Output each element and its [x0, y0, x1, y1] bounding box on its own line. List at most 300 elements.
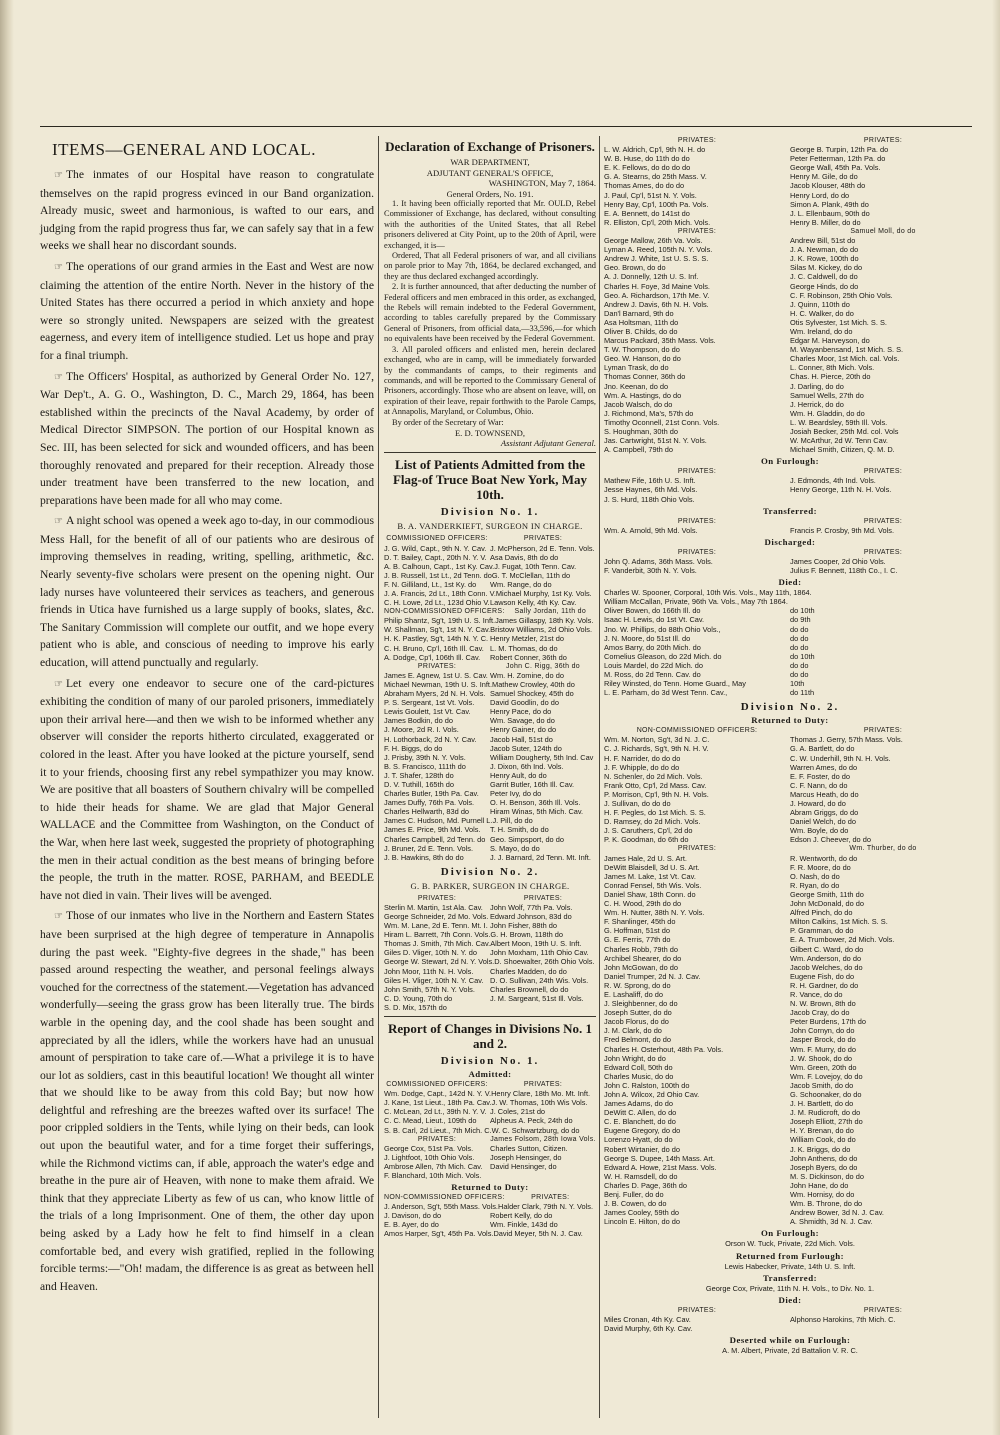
roster-cell: Joseph Hensinger, do [490, 1152, 562, 1162]
roster-row [604, 1154, 976, 1163]
roster-row [604, 670, 976, 679]
roster-row [384, 985, 596, 994]
roster-cell: Wm. M. Norton, Sg't, 3d N. J. C. [604, 735, 710, 745]
roster-row [384, 930, 596, 939]
roster-row [604, 772, 976, 781]
roster-cell: Henry Ault, do do [490, 770, 547, 780]
roster-cell: Amos Barry, do 20th Mich. do [604, 642, 701, 652]
roster-row [384, 1003, 596, 1012]
roster-row [604, 436, 976, 445]
roster-cell: A. J. Donnelly, 12th U. S. Inf. [604, 272, 699, 282]
section-divider-2 [384, 1016, 596, 1017]
roster-cell: B. S. Francisco, 111th do [384, 761, 466, 771]
admitted-roster [384, 1080, 596, 1180]
roster-row [384, 1135, 596, 1144]
roster-cell: Wm. Dodge, Capt., 142d N. Y. V. [384, 1089, 492, 1099]
roster-cell: Samuel Shockey, 45th do [490, 689, 574, 699]
decl-body-1: 1. It having been officially reported that Mr. OULD, Rebel Commissioner of Exchange, has declared, without consulting with the authorities of the United States, that all Rebel prisoners delivered at City Point, up to the 20th of April, were exchanged, it is— [384, 199, 596, 250]
roster-row [384, 807, 596, 816]
roster-row [604, 1190, 976, 1199]
roster-cell: Halder Clark, 79th N. Y. Vols. [497, 1202, 594, 1212]
roster-row [604, 1081, 976, 1090]
roster-cell: Joseph Byers, do do [790, 1162, 858, 1172]
roster-cell: J. Quinn, 110th do [790, 299, 850, 309]
roster-cell: J. S. Hurd, 118th Ohio Vols. [604, 494, 695, 504]
returned-duty-roster [384, 1193, 596, 1238]
roster-cell: O. Nash, do do [790, 871, 840, 881]
roster-cell: David Hensinger, do [490, 1161, 557, 1171]
roster-cell: James Gillaspy, 18th Ky. Vols. [495, 616, 594, 626]
roster-cell: J. K. Rowe, 100th do [790, 254, 859, 264]
roster-row [604, 999, 976, 1008]
roster-cell: Fred Belmont, do do [604, 1035, 671, 1045]
roster-cell: Garrit Butler, 16th Ill. Cav. [490, 779, 575, 789]
roster-cell: James C. Hudson, Md. Purnell L. [384, 816, 493, 826]
roster-cell: James Bodkin, do do [384, 716, 454, 726]
roster-cell: Thomas J. Gerry, 57th Mass. Vols. [790, 735, 903, 745]
roster-row [604, 844, 976, 853]
roster-cell: Ambrose Allen, 7th Mich. Cav. [384, 1161, 483, 1171]
transferred-heading: Transferred: [762, 505, 818, 516]
roster-cell: PRIVATES: [523, 894, 563, 902]
roster-row [604, 643, 976, 652]
roster-cell: J. Pill, do do [492, 816, 533, 826]
roster-row [604, 566, 976, 575]
roster-row [604, 606, 976, 615]
roster-cell: Wm. Anderson, do do [790, 953, 862, 963]
roster-cell: Asa Davis, 8th do do [490, 552, 559, 562]
top-rule [40, 126, 972, 127]
roster-cell: Edward Johnson, 83d do [490, 912, 572, 921]
roster-cell: J. Richmond, Ma's, 57th do [604, 408, 694, 418]
roster-row [384, 1107, 596, 1116]
c3-division-2-title: Division No. 2. [740, 701, 840, 714]
roster-row [384, 939, 596, 948]
roster-cell: J. L. Ellenbaum, 90th do [790, 208, 870, 218]
roster-cell: PRIVATES: [677, 517, 717, 525]
item-paragraph [40, 368, 374, 510]
roster-row [604, 327, 976, 336]
roster-cell: J. Paul, Cp'l, 51st N. Y. Vols. [604, 190, 697, 200]
roster-cell: George Cox, 51st Pa. Vols. [384, 1143, 474, 1153]
roster-cell: Miles Cronan, 4th Ky. Cav. [604, 1314, 691, 1324]
transferred-2-heading: Transferred: [762, 1272, 818, 1283]
roster-cell: F. N. Gilliland, Lt., 1st Ky. do [384, 579, 477, 589]
roster-row [604, 1181, 976, 1190]
roster-cell: Edward Coll, 50th do [604, 1062, 673, 1072]
roster-cell: Wm. H. Nutter, 38th N. Y. Vols. [604, 908, 705, 918]
roster-row [604, 191, 976, 200]
roster-cell: NON-COMMISSIONED OFFICERS: [384, 1194, 505, 1202]
roster-cell: DeWitt Blaisdell, 3d U. S. Art. [604, 862, 700, 872]
roster-cell: Milton Calkins, 1st Mich. S. S. [790, 917, 888, 927]
returned-duty-heading: Returned to Duty: [451, 1182, 529, 1193]
roster-cell: Lyman Trask, do do [604, 363, 669, 373]
roster-cell: P. Morrison, Cp'l, 9th N. H. Vols. [604, 789, 709, 799]
roster-cell: George Schneider, 2d Mo. Vols. [384, 912, 489, 921]
roster-cell: Oliver Bowen, do 166th Ill. do [604, 606, 701, 616]
roster-row [604, 209, 976, 218]
roster-row [384, 957, 596, 966]
roster-row [384, 653, 596, 662]
roster-cell: P. Gramman, do do [790, 926, 854, 936]
roster-cell: Charles Music, do do [604, 1071, 674, 1081]
returned-furlough-heading: Returned from Furlough: [735, 1250, 845, 1261]
roster-cell: C. W. Underhill, 9th N. H. Vols. [790, 753, 891, 763]
item-paragraph [40, 166, 374, 255]
returned-duty-2-roster [604, 726, 976, 1226]
roster-cell: A. Dodge, Cp'l, 106th Ill. Cav. [384, 652, 481, 662]
roster-cell: Wm. Finkle, 143d do [490, 1220, 558, 1230]
roster-row [604, 145, 976, 154]
roster-row [384, 1202, 596, 1211]
died-2-heading: Died: [778, 1294, 802, 1305]
roster-row [604, 1163, 976, 1172]
roster-cell [490, 1003, 596, 1012]
roster-cell: George Smith, 11th do [790, 889, 864, 899]
roster-cell: John Hane, do do [790, 1180, 849, 1190]
roster-cell: John Q. Adams, 36th Mass. Vols. [604, 556, 713, 566]
roster-cell: J. W. Shook, do do [790, 1053, 853, 1063]
roster-cell: W. Shallman, Sg't, 1st N. Y. Cav. [384, 625, 491, 635]
roster-cell: Andrew Bill, 51st do [790, 236, 856, 246]
roster-row [604, 890, 976, 899]
roster-cell: L. Conner, 8th Mich. Vols. [790, 363, 875, 373]
roster-row [604, 154, 976, 163]
roster-cell: Hiram Winas, 5th Mich. Cav. [490, 807, 584, 817]
roster-cell: PRIVATES: [863, 548, 903, 556]
roster-cell: N. Schenler, do 2d Mich. Vols. [604, 771, 703, 781]
roster-row [384, 1126, 596, 1135]
roster-cell: D. O. Sullivan, 24th Wis. Vols. [490, 975, 589, 985]
roster-row [384, 835, 596, 844]
roster-row [604, 817, 976, 826]
roster-cell: Amos Harper, Sg't, 45th Pa. Vols. [384, 1229, 494, 1239]
roster-row [604, 254, 976, 263]
roster-cell: J. Davison, do do [384, 1211, 442, 1221]
roster-cell: Sterlin M. Martin, 1st Ala. Cav. [384, 902, 483, 912]
roster-row [384, 716, 596, 725]
roster-row [604, 136, 976, 145]
roster-cell: Wm. A. Hastings, do do [604, 390, 682, 400]
roster-cell: Peter Ivy, do do [490, 789, 542, 799]
roster-row [604, 318, 976, 327]
roster-cell: Giles D. Vliger, 10th N. Y. do [384, 948, 477, 958]
roster-cell: E. Lashaliff, do do [604, 989, 664, 999]
item-paragraph [40, 907, 374, 1295]
roster-cell: J. M. Clark, do do [604, 1026, 662, 1036]
patients-list-title: List of Patients Admitted from the Flag-of Truce Boat New York, May 10th. [392, 457, 587, 503]
roster-row [604, 181, 976, 190]
roster-cell: do 10th [790, 651, 815, 661]
roster-row [384, 1116, 596, 1125]
roster-row [604, 517, 976, 526]
roster-cell: J. Kane, 1st Lieut., 18th Pa. Cav. [384, 1098, 492, 1108]
roster-cell: PRIVATES: [863, 517, 903, 525]
roster-row [384, 534, 596, 543]
roster-cell: T. H. Smith, do do [490, 825, 549, 835]
roster-cell: J. N. Moore, do 51st Ill. do [604, 633, 691, 643]
roster-cell: PRIVATES: [677, 1306, 717, 1314]
roster-cell: Asa Holtsman, 11th do [604, 317, 679, 327]
column-rule-2 [599, 136, 600, 1418]
roster-cell: Wm. Green, 20th do [790, 1062, 857, 1072]
roster-cell: J. S. Caruthers, Cp'l, 2d do [604, 826, 693, 836]
roster-cell: Wm. H. Gladdin, do do [790, 408, 865, 418]
roster-cell: Wm. Hornisy, do do [790, 1190, 855, 1200]
roster-row [604, 409, 976, 418]
roster-cell: Simon A. Plank, 49th do [790, 199, 869, 209]
roster-row [604, 917, 976, 926]
roster-cell: Jacob Florus, do do [604, 1017, 669, 1027]
roster-cell: Dan'l Barnard, 9th do [604, 308, 674, 318]
roster-cell: Jacob Welches, do do [790, 962, 863, 972]
roster-cell: John Wright, do do [604, 1053, 666, 1063]
roster-cell: J. G. Wild, Capt., 9th N. Y. Cav. [384, 543, 487, 553]
roster-row [604, 236, 976, 245]
roster-cell: Wm. Ireland, do do [790, 326, 853, 336]
roster-cell: Abraham Myers, 2d N. H. Vols. [384, 689, 486, 699]
roster-row [384, 562, 596, 571]
roster-cell: Isaac H. Lewis, do 1st Vt. Cav. [604, 615, 705, 625]
roster-cell: PRIVATES: [531, 1194, 570, 1202]
roster-cell: David Goodlin, do do [490, 698, 560, 708]
roster-cell: Alpheus A. Peck, 24th do [490, 1116, 573, 1126]
roster-cell: L. W. Aldrich, Cp'l, 9th N. H. do [604, 145, 706, 155]
roster-cell: Lawson Kelly, 4th Ky. Cav. [490, 598, 577, 608]
roster-cell: Charles Butler, 19th Pa. Cav. [384, 789, 479, 799]
roster-cell: G. Hoffman, 51st do [604, 926, 671, 936]
roster-row [604, 300, 976, 309]
roster-row [604, 1126, 976, 1135]
roster-row [604, 1217, 976, 1226]
roster-cell: Samuel Moll, do do [850, 227, 916, 235]
roster-cell: R. H. Gardner, do do [790, 980, 859, 990]
roster-cell: S. D. Mix, 157th do [384, 1002, 447, 1012]
roster-row [384, 1153, 596, 1162]
roster-row [604, 526, 976, 535]
roster-cell: J. K. Briggs, do do [790, 1144, 851, 1154]
roster-cell: Michael Smith, Citizen, Q. M. D. [790, 445, 895, 455]
roster-cell: David Murphy, 6th Ky. Cav. [604, 1323, 693, 1333]
roster-cell: Joseph Sutter, do do [604, 1008, 672, 1018]
decl-order: By order of the Secretary of War: [392, 417, 504, 427]
roster-cell: Josiah Becker, 25th Md. col. Vols [790, 427, 899, 436]
roster-cell: Robert Kelly, do do [490, 1211, 553, 1221]
roster-row [384, 903, 596, 912]
died-roster [604, 606, 976, 697]
roster-row [384, 1162, 596, 1171]
roster-cell: T. W. Thompson, do do [604, 345, 680, 355]
roster-cell: DeWitt C. Allen, do do [604, 1108, 677, 1118]
roster-row [384, 607, 596, 616]
roster-row [384, 1080, 596, 1089]
roster-cell: John Cornyn, do do [790, 1026, 855, 1036]
roster-cell: Alfred Pinch, do do [790, 908, 853, 918]
roster-cell: G. E. Ferris, 77th do [604, 935, 671, 945]
roster-row [604, 881, 976, 890]
roster-row [384, 844, 596, 853]
roster-row [604, 1054, 976, 1063]
roster-cell: NON-COMMISSIONED OFFICERS: [636, 727, 758, 735]
pointing-hand-icon: ☞ [54, 678, 63, 690]
roster-cell: John A. Wilcox, 2d Ohio Cav. [604, 1090, 700, 1099]
roster-cell: Wm. F. Lovejoy, do do [790, 1071, 863, 1081]
roster-cell: O. H. Benson, 36th Ill. Vols. [490, 798, 581, 808]
roster-row [604, 945, 976, 954]
roster-cell: F. Vanderbit, 30th N. Y. Vols. [604, 566, 697, 576]
column-roster [604, 136, 976, 1355]
roster-cell: J. Bruner, 2d E. Tenn. Vols. [384, 843, 474, 853]
roster-row [384, 853, 596, 862]
roster-cell: G. A. Stearns, do 25th Mass. V. [604, 172, 707, 182]
roster-row [604, 781, 976, 790]
roster-cell: Henry B. Miller, do do [790, 217, 861, 227]
division-2-title: Division No. 2. [440, 865, 540, 878]
roster-cell: do do [790, 633, 809, 643]
roster-row [384, 698, 596, 707]
roster-cell: Louis Mardel, do 22d Mich. do [604, 660, 704, 670]
roster-row [604, 1035, 976, 1044]
roster-cell: PRIVATES: [417, 1135, 457, 1143]
roster-row [604, 282, 976, 291]
roster-cell: Daniel Welch, do do [790, 817, 857, 827]
roster-row [604, 1017, 976, 1026]
roster-cell: J. Howard, do do [790, 799, 846, 808]
roster-cell: F. Shanlinger, 45th do [604, 917, 676, 927]
roster-cell: James Cooper, 2d Ohio Vols. [790, 556, 886, 566]
roster-row [384, 1089, 596, 1098]
roster-cell: John Smith, 57th N. Y. Vols. [384, 984, 475, 994]
roster-cell: Jacob Hall, 51st do [490, 734, 553, 744]
roster-cell: William Dougherty, 5th Ind. Cav [490, 752, 594, 762]
roster-cell: J. Darling, do do [790, 381, 844, 391]
roster-cell: Wm. Thurber, do do [849, 845, 917, 853]
roster-cell: J. M. Sargeant, 51st Ill. Vols. [490, 993, 584, 1003]
roster-cell: R. Ryan, do do [790, 880, 840, 890]
roster-row [604, 1008, 976, 1017]
roster-cell: Thomas Ames, do do do [604, 181, 685, 191]
roster-row [384, 894, 596, 903]
roster-row [384, 616, 596, 625]
roster-row [604, 418, 976, 427]
roster-cell: Archibel Shearer, do do [604, 953, 682, 963]
roster-row [604, 291, 976, 300]
roster-row [384, 598, 596, 607]
roster-cell: J. Dixon, 6th Ind. Vols. [490, 761, 564, 771]
died-line-1: Charles W. Spooner, Corporal, 10th Wis. Vols., May 11th, 1864. [604, 588, 812, 598]
roster-row [384, 735, 596, 744]
roster-cell: Lincoln E. Hilton, do do [604, 1217, 681, 1227]
roster-cell: R. W. Sprong, do do [604, 980, 671, 990]
pointing-hand-icon: ☞ [54, 170, 63, 181]
roster-cell: J. Prisby, 39th N. Y. Vols. [384, 752, 466, 762]
roster-row [604, 336, 976, 345]
roster-cell: do 11th [790, 688, 815, 698]
roster-cell: F. H. Biggs, do do [384, 743, 443, 753]
roster-cell: J. Moore, 2d R. I. Vols. [384, 725, 459, 735]
roster-cell: J. Sullivan, do do do [604, 799, 671, 808]
roster-cell: George S. Dupee, 14th Mass. Art. [604, 1153, 715, 1163]
roster-row [604, 382, 976, 391]
roster-cell: Jno. W. Phillips, do 88th Ohio Vols., [604, 624, 721, 634]
roster-cell: 10th [790, 679, 805, 689]
roster-cell: Michael Murphy, 1st Ky. Vols. [495, 589, 592, 598]
roster-cell: Robert Wirtanier, do do [604, 1144, 680, 1154]
roster-row [604, 354, 976, 363]
roster-row [384, 553, 596, 562]
roster-cell: C. C. Mead, Lieut., 109th do [384, 1116, 477, 1126]
roster-cell: Benj. Fuller, do do [604, 1190, 664, 1200]
roster-cell: PRIVATES: [677, 137, 717, 144]
roster-row [604, 391, 976, 400]
division-2-roster [384, 894, 596, 1012]
roster-row [604, 963, 976, 972]
roster-cell: J. J. Barnard, 2d Tenn. Mt. Inft. [490, 852, 591, 862]
roster-cell: Charles H. Foye, 3d Maine Vols. [604, 281, 710, 291]
roster-row [604, 835, 976, 844]
roster-cell: PRIVATES: [677, 227, 717, 235]
roster-cell: George Hinds, do do [790, 281, 859, 291]
roster-row [384, 725, 596, 734]
roster-cell: N. W. Brown, 8th do [790, 999, 856, 1009]
roster-cell: J. F. Whipple, do do do [604, 762, 680, 772]
roster-cell: James E. Price, 9th Md. Vols. [384, 825, 481, 835]
roster-cell: E. A. Bennett, do 141st do [604, 208, 690, 218]
roster-cell: PRIVATES: [417, 662, 457, 670]
roster-cell: Charles Hellwarth, 83d do [384, 807, 470, 817]
roster-cell: Andrew J. White, 1st U. S. S. S. [604, 254, 709, 264]
roster-cell: COMMISSIONED OFFICERS: [386, 535, 488, 543]
pointing-hand-icon: ☞ [54, 911, 63, 923]
roster-row [384, 976, 596, 985]
furlough-2-heading: On Furlough: [760, 1228, 820, 1239]
roster-cell: J. C. Caldwell, do do [790, 272, 858, 282]
roster-cell: J. T. Shafer, 128th do [384, 770, 454, 780]
roster-cell: PRIVATES: [863, 468, 903, 476]
item-paragraph-text: The operations of our grand armies in the East and West are now claiming the attention of the entire North. Never in the history of the United States has there occurred a period in which anxiety and hope were so strongly united. Newspapers are seized with the greatest eagerness, and every item of intelligence studied. Let us hope and pray for a final triumph. [40, 259, 374, 362]
roster-cell: Henry M. Gile, do do [790, 172, 858, 182]
roster-cell: PRIVATES: [863, 137, 903, 144]
died-2-roster [604, 1306, 976, 1333]
roster-cell: Bristow Williams, 2d Ohio Vols. [490, 625, 593, 635]
roster-cell: L. M. Thomas, do do [490, 643, 558, 653]
roster-row [604, 1063, 976, 1072]
roster-cell: F. Blanchard, 10th Mich. Vols. [384, 1170, 482, 1180]
roster-cell: H. K. Pastley, Sg't, 14th N. Y. C. [384, 634, 489, 644]
roster-row [604, 345, 976, 354]
roster-cell: Jacob Klouser, 48th do [790, 181, 866, 191]
roster-cell: Peter Burdens, 17th do [790, 1017, 867, 1027]
roster-cell: Edson J. Cheever, do do [790, 835, 871, 845]
roster-cell: Mathew Fife, 16th U. S. Inft. [604, 476, 696, 486]
roster-row [604, 854, 976, 863]
division-1-title: Division No. 1. [440, 506, 540, 519]
roster-cell: Eugene Gregory, do do [604, 1126, 681, 1136]
roster-cell: Riley Winsted, do Tenn. Home Guard., May [604, 679, 746, 689]
roster-cell: Wm. M. Lane, 2d E. Tenn. Mt. I. [384, 921, 488, 931]
roster-cell: G. H. Brown, 118th do [490, 930, 563, 940]
roster-row [604, 799, 976, 808]
item-paragraph-text: Let every one endeavor to secure one of the card-pictures exhibiting the condition of many of our paroled prisoners, immediately upon their arrival here—and then we wish to be informed whether any observer will consider the reports hitherto circulated, exaggerated or colored in the least. After you have looked at the picture yourself, send it to your friends, choosing first any rebel sympathizer you may know. We are positive that all boasters of Southern chivalry will be compelled to hide their heads for shame. We are glad that Major General WALLACE and the Committee from Washington, on the Conduct of the War, when here last week, suggested the propriety of photographing the men in their actual condition as the best means of bringing before the people, the truth in the matter. ROSE, PARHAM, and BEEDLE have not died in vain. Their lives will be avenged. [40, 676, 374, 902]
roster-cell: Samuel Wells, 27th do [790, 390, 864, 400]
roster-cell: John Anthens, do do [790, 1153, 858, 1163]
roster-row [604, 1306, 976, 1315]
roster-cell: Giles H. Vliger, 10th N. Y. Cav. [384, 975, 484, 985]
roster-row [384, 816, 596, 825]
roster-cell: R. Wentworth, do do [790, 853, 858, 863]
roster-cell: D. V. Tuthill, 165th do [384, 779, 454, 789]
